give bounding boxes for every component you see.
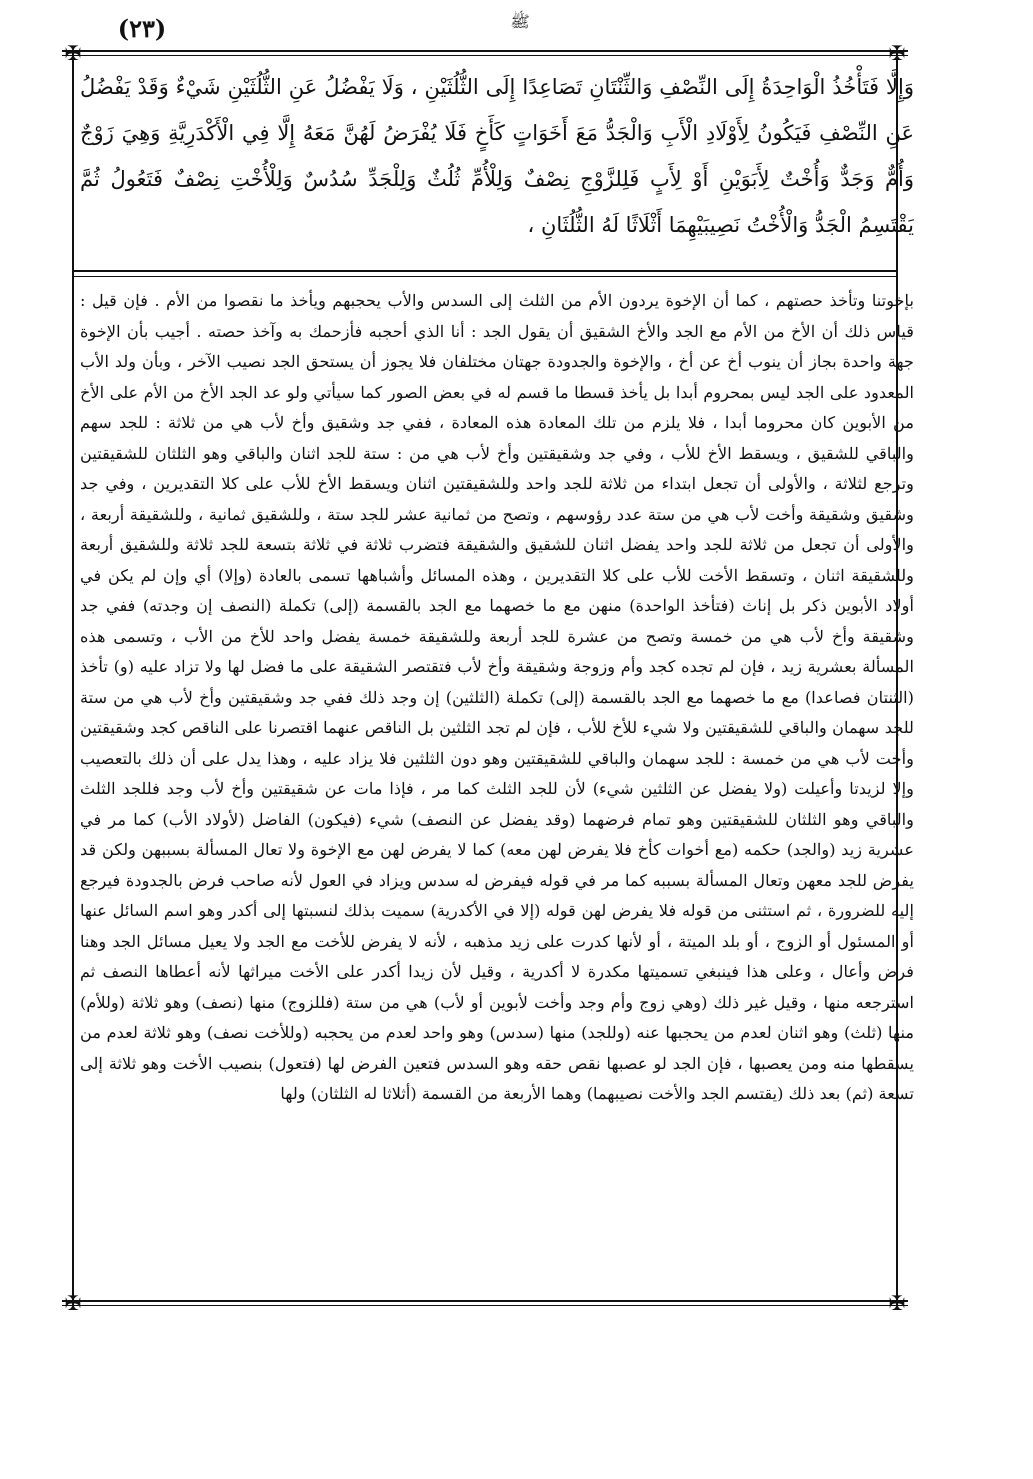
section-divider-line-inner [72,276,898,277]
page-number: (٢٣) [117,14,167,43]
section-divider-line [72,270,898,272]
frame-top-line-inner [62,55,908,56]
top-ornament-mark: ﷺ [510,12,530,31]
corner-ornament-icon: ✠ [64,1291,82,1315]
corner-ornament-icon: ✠ [64,41,82,65]
frame-bottom-line-inner [62,1305,908,1306]
main-text-paragraph: وَإِلَّا فَتَأْخُذُ الْوَاحِدَةُ إِلَى النِّصْفِ وَالثِّنْتَانِ تَصَاعِدًا إِلَى الثُّلُثَيْنِ ، وَلَا يَفْضُلُ عَنِ الثُّلُثَيْنِ شَيْءٌ وَقَدْ يَفْضُلُ عَنِ النِّصْفِ فَيَكُونُ لِأَوْلَادِ الْأَبِ وَالْجَدُّ مَعَ أَخَوَاتٍ كَأَخٍ فَلَا يُفْرَضُ لَهُنَّ مَعَهُ إِلَّا فِي الْأَكْدَرِيَّةِ وَهِيَ زَوْجٌ وَأُمٌّ وَجَدٌّ وَأُخْتٌ لِأَبَوَيْنِ أَوْ لِأَبٍ فَلِلزَّوْجِ نِصْفٌ وَلِلْأُمِّ ثُلُثٌ وَلِلْجَدِّ سُدُسٌ وَلِلْأُخْتِ نِصْفٌ فَتَعُولُ ثُمَّ يَقْتَسِمُ الْجَدُّ وَالْأُخْتُ نَصِيبَيْهِمَا أَثْلَاثًا لَهُ الثُّلُثَانِ ، [80,75,914,237]
corner-ornament-icon: ✠ [888,1291,906,1315]
commentary-paragraph: بإخوتنا وتأخذ حصتهم ، كما أن الإخوة يردون الأم من الثلث إلى السدس والأب يحجبهم ويأخذ ما نقصوا من الأم . فإن قيل : قياس ذلك أن الأخ من الأم مع الجد والأخ الشقيق أن يقول الجد : أنا الذي أحجبه فأزحمك به وآخذ حصته . أجيب بأن الإخوة جهة واحدة بجاز أن ينوب أخ عن أخ ، والإخوة والجدودة جهتان مختلفان فلا يجوز أن يستحق الجد نصيب الآخر ، وبأن ولد الأب المعدود على الجد ليس بمحروم أبدا بل يأخذ قسطا ما قسم له في بعض الصور كما سيأتي ولو عد الجد الأخ من الأم على الأخ من الأبوين كان محروما أبدا ، فلا يلزم من تلك المعادة هذه المعادة ، ففي جد وشقيق وأخ لأب هي من ثلاثة : للجد سهم والباقي للشقيق ، ويسقط الأخ للأب ، وفي جد وشقيقتين وأخ لأب هي من : ستة للجد اثنان والباقي وهو الثلثان للشقيقتين وترجع لثلاثة ، والأولى أن تجعل ابتداء من ثلاثة للجد واحد وللشقيقتين اثنان ويسقط الأخ للأب على كلا التقديرين ، وفي جد وشقيق وشقيقة وأخت لأب هي من ستة عدد رؤوسهم ، وتصح من ثمانية عشر للجد ستة ، وللشقيق ثمانية ، وللشقيقة أربعة ، والأولى أن تجعل من ثلاثة للجد واحد يفضل اثنان للشقيق والشقيقة فتضرب ثلاثة في ثلاثة بتسعة للجد ثلاثة وللشقيق أربعة وللشقيقة اثنان ، وتسقط الأخت للأب على كلا التقديرين ، وهذه المسائل وأشباهها تسمى بالعادة (وإلا) أي وإن لم يكن في أولاد الأبوين ذكر بل إناث (فتأخذ الواحدة) منهن مع ما خصهما مع الجد بالقسمة (إلى) تكملة (النصف إن وجدته) ففي جد وشقيقة وأخ لأب هي من خمسة وتصح من عشرة للجد أربعة وللشقيقة خمسة يفضل واحد للأخ من الأب ، وتسمى هذه المسألة بعشرية زيد ، فإن لم تجده كجد وأم وزوجة وشقيقة وأخ لأب فتقتصر الشقيقة على ما فضل لها ولا تزاد عليه (و) تأخذ (الثنتان فصاعدا) مع ما خصهما مع الجد بالقسمة (إلى) تكملة (الثلثين) إن وجد ذلك ففي جد وشقيقتين وأخ لأب هي من ستة للجد سهمان والباقي للشقيقتين ولا شيء للأخ للأب ، فإن لم تجد الثلثين بل الناقص عنهما اقتصرنا على الناقص كجد وشقيقتين وأخت لأب هي من خمسة : للجد سهمان والباقي للشقيقتين وهو دون الثلثين فلا يزاد عليه ، وهذا يدل على أن ذلك بالتعصيب وإلا لزيدتا وأعيلت (ولا يفضل عن الثلثين شيء) لأن للجد الثلث كما مر ، فإذا مات عن شقيقتين وأخ لأب وجد فللجد الثلث والباقي وهو الثلثان للشقيقتين وهو تمام فرضهما (وقد يفضل عن النصف) شيء (فيكون) الفاضل (لأولاد الأب) كما مر في عشرية زيد (والجد) حكمه (مع أخوات كأخ فلا يفرض لهن معه) كما لا يفرض لهن مع الإخوة ولا تعال المسألة بسببهن ولكن قد يفرض للجد معهن وتعال المسألة بسببه كما مر في قوله فيفرض له سدس ويزاد في العول لأنه صاحب فرض بالجدودة فيرجع إليه للضرورة ، ثم استثنى من قوله فلا يفرض لهن قوله (إلا في الأكدرية) سميت بذلك لنسبتها إلى أكدر وهو اسم السائل عنها أو المسئول أو الزوج ، أو بلد الميتة ، أو لأنها كدرت على زيد مذهبه ، لأنه لا يفرض للأخت مع الجد ولا يعيل مسائل الجد وهنا فرض وأعال ، وعلى هذا فينبغي تسميتها مكدرة لا أكدرية ، وقيل لأن زيدا أكدر على الأخت ميراثها لأنه أعطاها النصف ثم استرجعه منها ، وقيل غير ذلك (وهي زوج وأم وجد وأخت لأبوين أو لأب) هي من ستة (فللزوج) منها (نصف) وهو ثلاثة (وللأم) منها (ثلث) وهو اثنان لعدم من يحجبها عنه (وللجد) منها (سدس) وهو واحد لعدم من يحجبه (وللأخت نصف) وهو ثلاثة لعدم من يسقطها منه ومن يعصبها ، فإن الجد لو عصبها نقص حقه وهو السدس فتعين الفرض لها (فتعول) بنصيب الأخت وهو ثلاثة إلى تسعة (ثم) بعد ذلك (يقتسم الجد والأخت نصيبهما) وهما الأربعة من القسمة (أثلاثا له الثلثان) ولها [80,291,914,1103]
main-text-block [80,64,914,260]
frame-left-line [72,50,74,1306]
frame-bottom-line [62,1300,908,1302]
corner-ornament-icon: ✠ [888,41,906,65]
commentary-text-block [80,286,914,1294]
frame-top-line [62,50,908,52]
